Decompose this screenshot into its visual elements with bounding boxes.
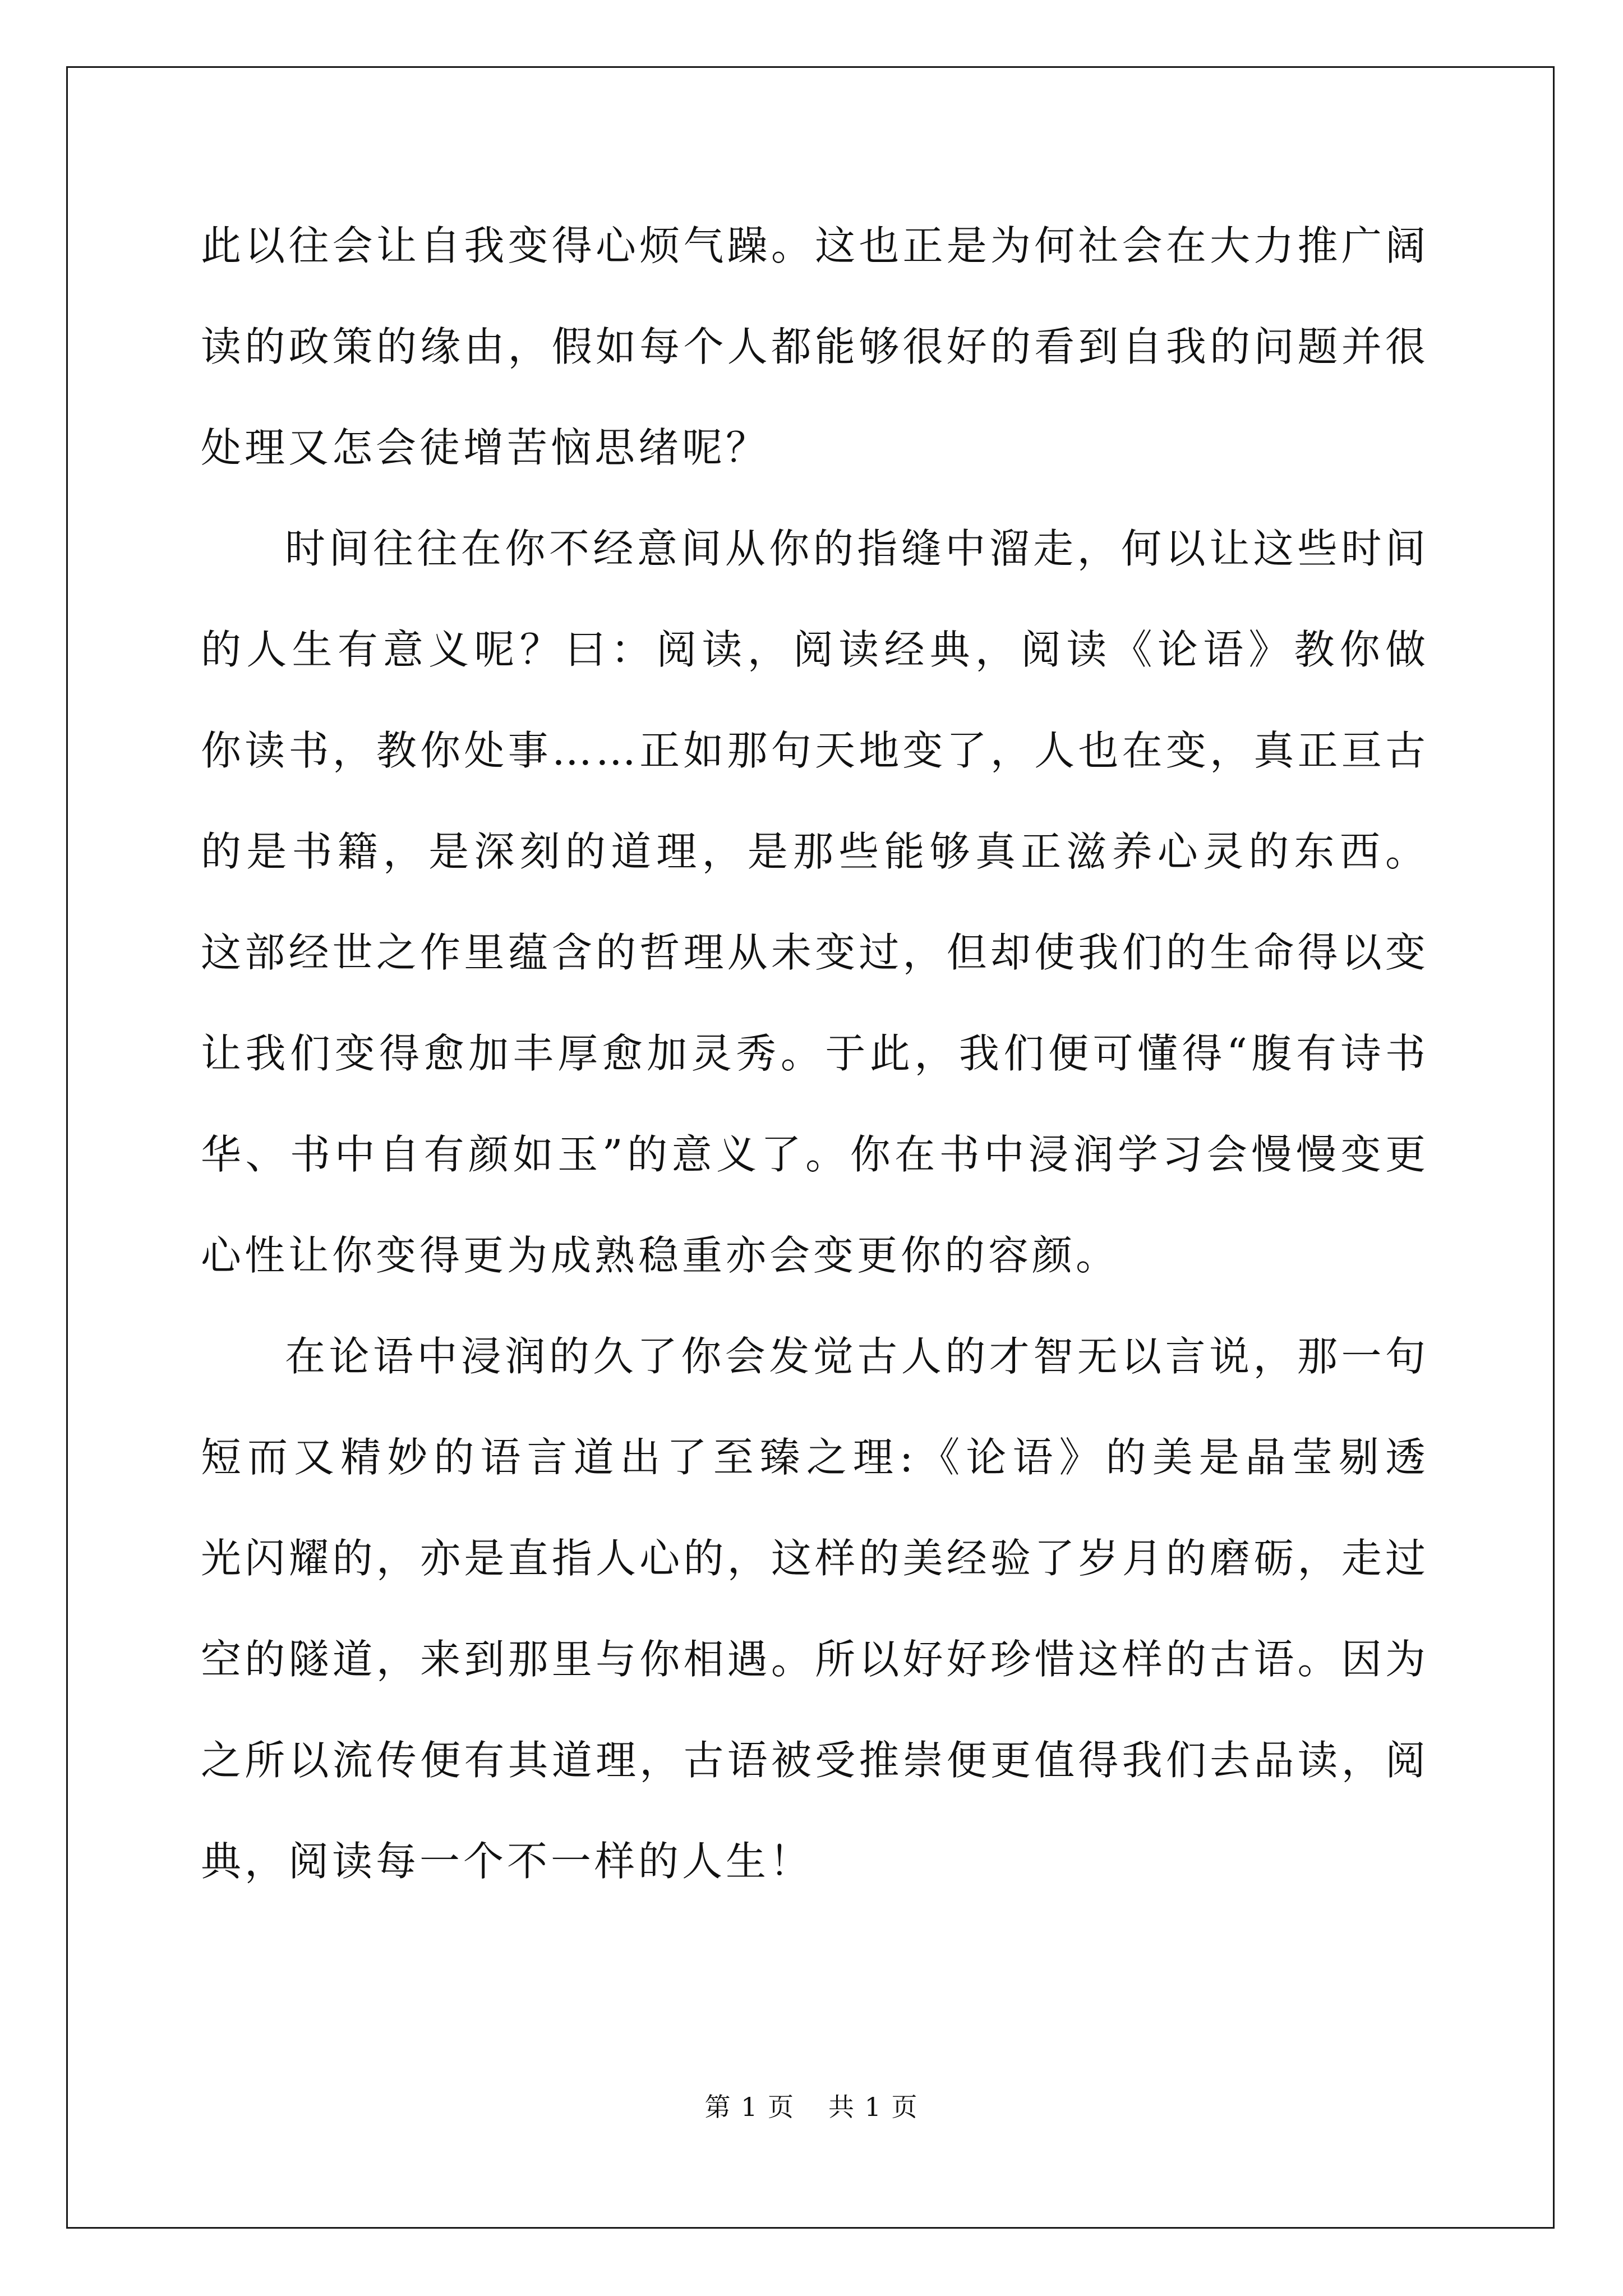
text-line: 的人生有意义呢？曰：阅读，阅读经典，阅读《论语》教你做 — [201, 626, 1429, 673]
text-line: 短而又精妙的语言道出了至臻之理:《论语》的美是晶莹剔透 — [201, 1434, 1429, 1481]
text-line: 让我们变得愈加丰厚愈加灵秀。于此，我们便可懂得“腹有诗书 — [201, 1030, 1429, 1077]
text-line: 空的隧道，来到那里与你相遇。所以好好珍惜这样的古语。因为 — [201, 1636, 1429, 1683]
text-line: 光闪耀的，亦是直指人心的，这样的美经验了岁月的磨砺，走过 — [201, 1535, 1429, 1582]
text-line: 的是书籍，是深刻的道理，是那些能够真正滋养心灵的东西。 — [201, 828, 1429, 875]
page-total: 共 1 页 — [828, 2092, 919, 2122]
text-line: 时间往往在你不经意间从你的指缝中溜走，何以让这些时间 — [285, 525, 1429, 572]
text-line: 你读书，教你处事……正如那句天地变了，人也在变，真正亘古 — [201, 727, 1429, 774]
text-line: 处理又怎会徒增苦恼思绪呢？ — [201, 424, 770, 471]
text-line: 华、书中自有颜如玉”的意义了。你在书中浸润学习会慢慢变更 — [201, 1131, 1429, 1178]
page-number: 第 1 页 — [704, 2092, 795, 2122]
text-line: 之所以流传便有其道理，古语被受推崇便更值得我们去品读，阅 — [201, 1737, 1429, 1784]
document-body — [201, 195, 1429, 1912]
page-footer — [0, 2087, 1623, 2124]
text-line: 这部经世之作里蕴含的哲理从未变过，但却使我们的生命得以变 — [201, 929, 1429, 976]
text-line: 典，阅读每一个不一样的人生！ — [201, 1838, 814, 1885]
text-line: 在论语中浸润的久了你会发觉古人的才智无以言说，那一句 — [285, 1333, 1429, 1380]
text-line: 读的政策的缘由，假如每个人都能够很好的看到自我的问题并很 — [201, 323, 1429, 370]
text-line: 心性让你变得更为成熟稳重亦会变更你的容颜。 — [201, 1232, 1120, 1279]
text-line: 此以往会让自我变得心烦气躁。这也正是为何社会在大力推广阔 — [201, 222, 1429, 269]
